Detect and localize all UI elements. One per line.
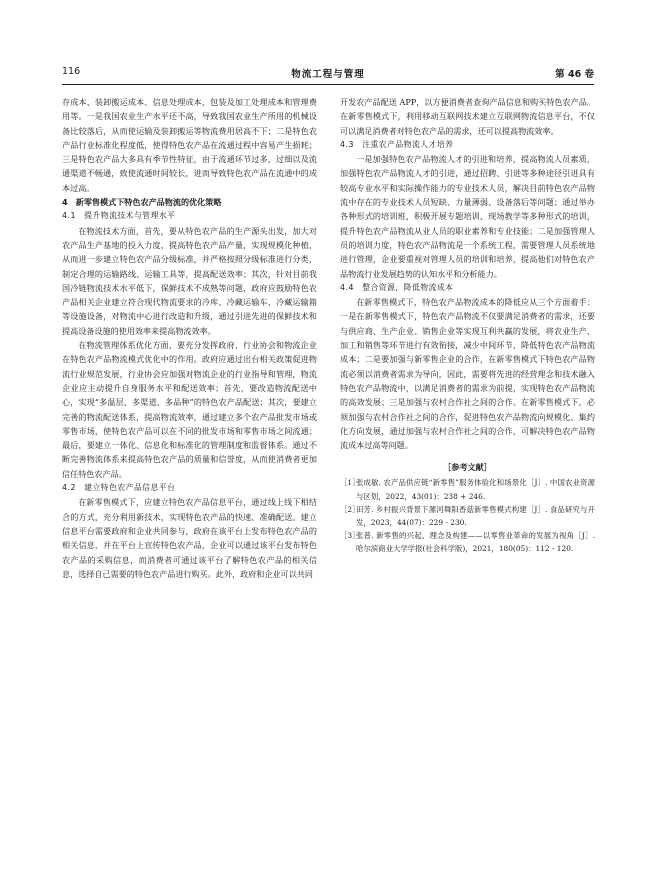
paragraph: 在物流管理体系优化方面，要充分发挥政府、行业协会和物流企业在特色农产品物流模式优化中的作用。政府应通过出台相关政策促进物流行业规范发展，行业协会应加强对物流企业的行业指导和管理，物流企业应主动提升自身服务水平和配送效率；首先，要改造物流配送中心，实现“多温层、多渠道、多品种”的特色农产品配送；其次，要建立完善的物流配送体系，提高物流效率，通过建立多个农产品批发市场或零售市场，使特色农产品可以在不同的批发市场和零售市场之间流通；最后，要建立一体化、信息化和标准化的管理制度和监督体系。通过不断完善物流体系来提高特色农产品的质量和信誉度，从而使消费者更加信任特色农产品。 xyxy=(62,340,317,479)
reference-number: ［1］ xyxy=(340,478,360,488)
paragraph: 一是加强特色农产品物流人才的引进和培养，提高物流人员素质，加强特色农产品物流人才的引进，通过招聘、引进等多种途径引进具有较高专业水平和实际操作能力的专业技术人员，解决目前特色农产品物流中存在的专业技术人员短缺、力量薄弱、设备落后等问题；通过举办各种形式的培训班，积极开展专题培训、现场教学等多种形式的培训，提升特色农产品物流从业人员的职业素养和专业技能；二是加强管理人员的培训力度，特色农产品物流是一个系统工程，需要管理人员系统地进行管理，企业要重视对管理人员的培训和培养，提高他们对特色农产品物流行业发展趋势的认知水平和分析能力。 xyxy=(340,154,595,279)
reference-item xyxy=(340,503,595,529)
section-heading: 4 新零售模式下特色农产品物流的优化策略 xyxy=(62,197,222,208)
journal-title: 物流工程与管理 xyxy=(291,69,365,80)
subsection-heading: 4.2 建立特色农产品信息平台 xyxy=(62,483,176,493)
reference-number: ［3］ xyxy=(340,531,360,541)
volume-label: 第 46 卷 xyxy=(555,69,594,80)
subsection-heading: 4.3 注重农产品物流人才培养 xyxy=(340,139,454,149)
right-column xyxy=(340,95,595,556)
subsection-heading: 4.1 提升物流技术与管理水平 xyxy=(62,211,176,221)
reference-number: ［2］ xyxy=(340,504,360,514)
left-column xyxy=(62,95,317,581)
paragraph: 在物流技术方面，首先，要从特色农产品的生产源头出发，加大对农产品生产基地的投入力度，提高特色农产品产量，实现规模化种植，从而进一步建立特色农产品分级标准，并严格按照分级标准进行分类，制定合理的运输路线、运输工具等，提高配送效率；其次，针对目前我国冷链物流技术水平低下，保鲜技术不成熟等问题，政府应鼓励特色农产品相关企业建立符合现代物流要求的冷库、冷藏运输车、冷藏运输箱等设施设备，对物流中心进行改造和升级，通过引进先进的保鲜技术和提高设备设施的使用效率来提高物流效率。 xyxy=(62,225,317,336)
reference-item xyxy=(340,476,595,502)
reference-text: 张普. 新零售的兴起、理念及构建——以零售业革命的发展为视角［J］. 哈尔滨商业大学学报(社会科学版)，2021，180(05)：112 - 120. xyxy=(356,531,595,554)
paragraph: 开发农产品配送 APP，以方便消费者查询产品信息和购买特色农产品。在新零售模式下，利用移动互联网技术建立互联网物流信息平台，不仅可以满足消费者对特色农产品的需求，还可以提高物流效率。 xyxy=(340,97,595,136)
reference-text: 田芳. 乡村振兴背景下漯河舞阳香菇新零售模式构建［J］. 食品研究与开发，2023，44(07)：229 - 230. xyxy=(356,504,595,528)
reference-item xyxy=(340,529,595,555)
paragraph: 在新零售模式下，应建立特色农产品信息平台，通过线上线下相结合的方式，充分利用新技术，实现特色农产品的快速、准确配送。建立信息平台需要政府和企业共同参与，政府在该平台上发布特色农产品的相关信息，并在平台上宣传特色农产品，企业可以通过该平台发布特色农产品的采购信息，而消费者可通过该平台了解特色农产品的相关信息，选择自己需要的特色农产品进行购买。此外，政府和企业可以共同 xyxy=(62,497,317,579)
header-rule xyxy=(62,84,594,85)
paragraph: 在新零售模式下，特色农产品物流成本的降低应从三个方面着手：一是在新零售模式下，特色农产品物流不仅要满足消费者的需求，还要与供应商、生产企业、销售企业等实现互利共赢的发展，将农业生产、加工和销售等环节进行有效衔接，减少中间环节，降低特色农产品物流成本；二是要加强与新零售企业的合作，在新零售模式下特色农产品物流必须以消费者需求为导向，因此，需要将先进的经营理念和技术融入特色农产品物流中，以满足消费者的需求为前提，实现特色农产品物流的高效发展；三是加强与农村合作社之间的合作。在新零售模式下，必须加强与农村合作社之间的合作，促进特色农产品物流向规模化、集约化方向发展，通过加强与农村合作社之间的合作，可解决特色农产品物流成本过高等问题。 xyxy=(340,297,595,451)
page-header xyxy=(62,66,594,82)
page-number: 116 xyxy=(62,66,81,77)
references-title: ［参考文献］ xyxy=(443,462,492,473)
subsection-heading: 4.4 整合资源，降低物流成本 xyxy=(340,282,454,292)
reference-text: 张成敏. 农产品供应链“新零售”服务体验化和场景化［J］. 中国农业资源与区划，2022，43(01)：238 + 246. xyxy=(356,478,595,501)
paragraph: 存成本、装卸搬运成本、信息处理成本、包装及加工处理成本和管理费用等。一是我国农业生产水平还不高，导致我国农业生产所用的机械设备比较落后，从而使运输及装卸搬运等物流费用居高不下；二是特色农产品行业标准化程度低，使得特色农产品在流通过程中容易产生损耗；三是特色农产品大多具有季节性特征，由于流通环节过多，过细以及流通渠道不畅通，致使流通时间较长，进而导致特色农产品在流通中的成本过高。 xyxy=(62,97,317,193)
